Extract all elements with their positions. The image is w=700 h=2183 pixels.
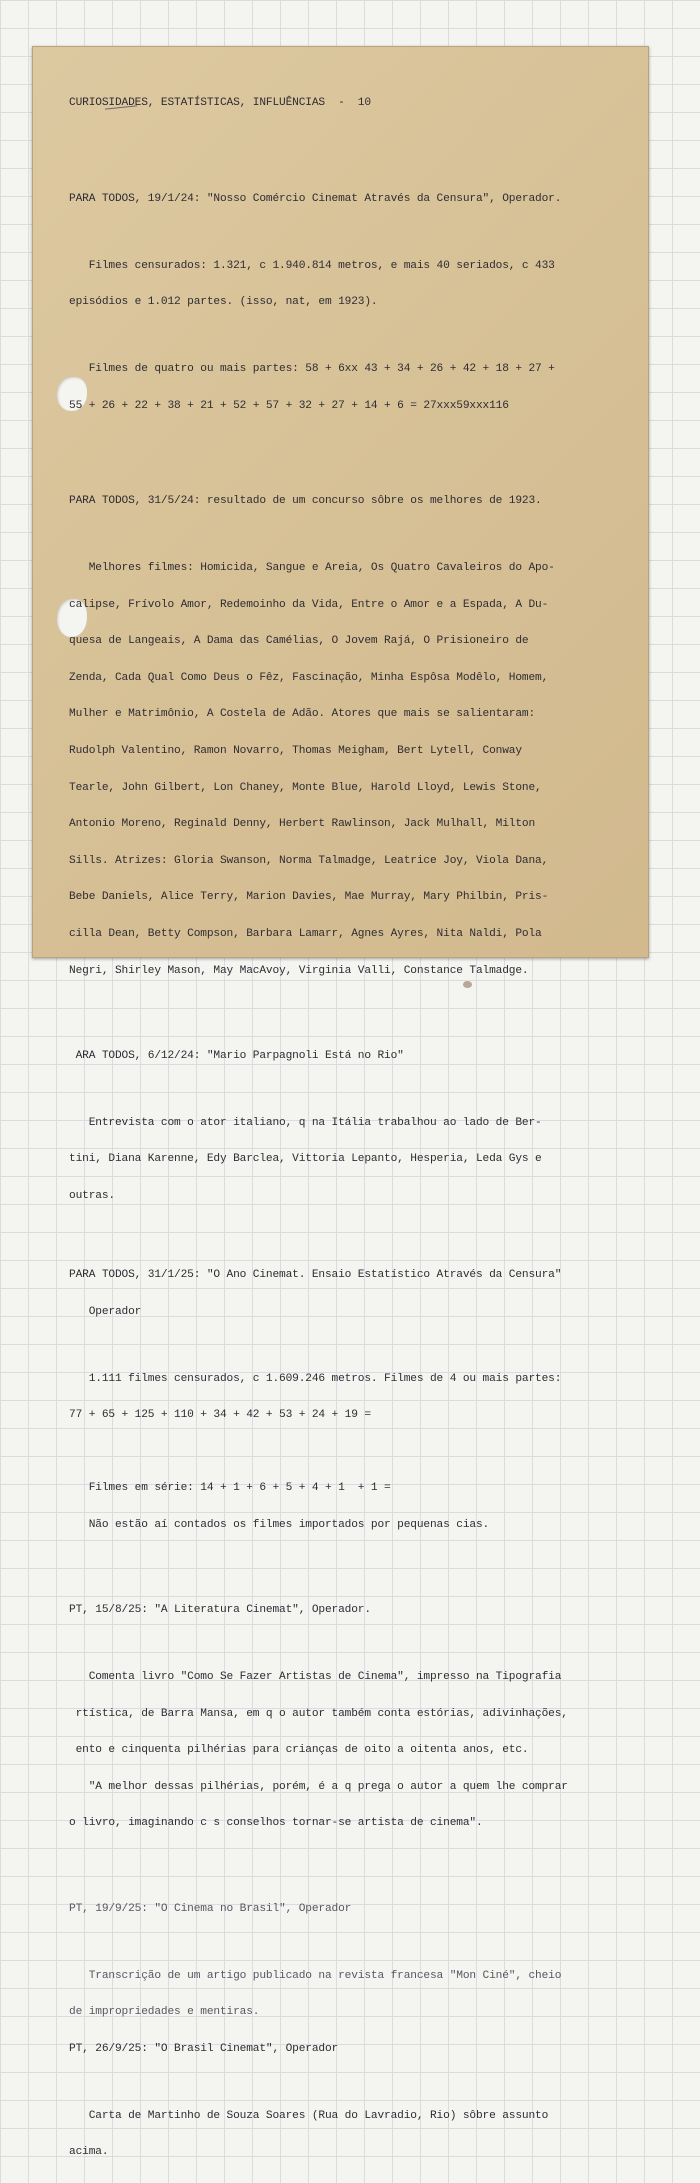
entry-line: acima.	[69, 2146, 109, 2159]
entry-line: Rudolph Valentino, Ramon Novarro, Thomas Meigham, Bert Lytell, Conway	[69, 744, 522, 757]
entry-line: tini, Diana Karenne, Edy Barclea, Vittoria Lepanto, Hesperia, Leda Gys e	[69, 1153, 542, 1166]
entry-heading: PT, 19/9/25: "O Cinema no Brasil", Operador	[69, 1902, 352, 1915]
entry-line: rtística, de Barra Mansa, em q o autor também conta estórias, adivinhações,	[69, 1707, 568, 1720]
entry-line: 77 + 65 + 125 + 110 + 34 + 42 + 53 + 24 + 19 =	[69, 1409, 371, 1422]
entry-line: calipse, Frívolo Amor, Redemoinho da Vida, Entre o Amor e a Espada, A Du-	[69, 598, 549, 611]
entry-line: Filmes de quatro ou mais partes: 58 + 6xx 43 + 34 + 26 + 42 + 18 + 27 +	[69, 363, 555, 376]
entry-line: Bebe Daniels, Alice Terry, Marion Davies, Mae Murray, Mary Philbin, Pris-	[69, 891, 549, 904]
entry-heading: PARA TODOS, 31/5/24: resultado de um concurso sôbre os melhores de 1923.	[69, 495, 542, 507]
entry-line: ento e cinquenta pilhérias para crianças de oito a oitenta anos, etc.	[69, 1744, 529, 1757]
entry-line: Carta de Martinho de Souza Soares (Rua do Lavradio, Rio) sôbre assunto	[69, 2109, 549, 2122]
entry-line: Filmes censurados: 1.321, c 1.940.814 metros, e mais 40 seriados, c 433	[69, 259, 555, 272]
entry-line: Zenda, Cada Qual Como Deus o Fêz, Fascinação, Minha Espôsa Modêlo, Homem,	[69, 671, 549, 684]
entry-line: Mulher e Matrimônio, A Costela de Adão. Atores que mais se salientaram:	[69, 708, 536, 721]
entry-line: Filmes em série: 14 + 1 + 6 + 5 + 4 + 1 + 1 =	[69, 1482, 391, 1495]
entry-line: 55 + 26 + 22 + 38 + 21 + 52 + 57 + 32 + 27 + 14 + 6 = 27xxx59xxx116	[69, 399, 509, 412]
entry-heading: PT, 15/8/25: "A Literatura Cinemat", Operador.	[69, 1604, 371, 1617]
entry-line: Não estão aí contados os filmes importados por pequenas cias.	[69, 1518, 490, 1531]
entry-line: de impropriedades e mentiras.	[69, 2006, 260, 2019]
entry-line: outras.	[69, 1189, 115, 1202]
entry-line: episódios e 1.012 partes. (isso, nat, em 1923).	[69, 296, 378, 309]
entry-line: Transcrição de um artigo publicado na revista francesa "Mon Ciné", cheio	[69, 1969, 562, 1982]
entry-line: quesa de Langeais, A Dama das Camélias, O Jovem Rajá, O Prisioneiro de	[69, 635, 529, 648]
entry-line: Entrevista com o ator italiano, q na Itália trabalhou ao lado de Ber-	[69, 1116, 542, 1129]
entry-heading: PARA TODOS, 19/1/24: "Nosso Comércio Cinemat Através da Censura", Operador.	[69, 192, 562, 205]
entry-line: 1.111 filmes censurados, c 1.609.246 metros. Filmes de 4 ou mais partes:	[69, 1372, 562, 1385]
entry-line: o livro, imaginando c s conselhos tornar-se artista de cinema".	[69, 1817, 483, 1830]
entry-line: "A melhor dessas pilhérias, porém, é a q prega o autor a quem lhe comprar	[69, 1780, 568, 1793]
typed-text	[69, 73, 639, 2183]
entry-line: Melhores filmes: Homicida, Sangue e Areia, Os Quatro Cavaleiros do Apo-	[69, 562, 555, 574]
entry-heading: PT, 26/9/25: "O Brasil Cinemat", Operador	[69, 2042, 339, 2055]
entry-line: Tearle, John Gilbert, Lon Chaney, Monte Blue, Harold Lloyd, Lewis Stone,	[69, 781, 542, 794]
typed-page	[32, 46, 649, 2159]
entry-heading-continued: Operador	[69, 1305, 142, 1318]
entry-line: Negri, Shirley Mason, May MacAvoy, Virginia Valli, Constance Talmadge.	[69, 964, 529, 977]
entry-heading: PARA TODOS, 31/1/25: "O Ano Cinemat. Ensaio Estatístico Através da Censura"	[69, 1269, 562, 1282]
entry-line: cilla Dean, Betty Compson, Barbara Lamarr, Agnes Ayres, Nita Naldi, Pola	[69, 927, 542, 940]
entry-line: Comenta livro "Como Se Fazer Artistas de Cinema", impresso na Tipografia	[69, 1671, 562, 1684]
page-header: CURIOSIDADES, ESTATÍSTICAS, INFLUÊNCIAS - 10	[69, 97, 371, 110]
entry-line: Sills. Atrizes: Gloria Swanson, Norma Talmadge, Leatrice Joy, Viola Dana,	[69, 854, 549, 867]
entry-heading: ARA TODOS, 6/12/24: "Mario Parpagnoli Está no Rio"	[69, 1049, 404, 1062]
entry-line: Antonio Moreno, Reginald Denny, Herbert Rawlinson, Jack Mulhall, Milton	[69, 818, 536, 831]
